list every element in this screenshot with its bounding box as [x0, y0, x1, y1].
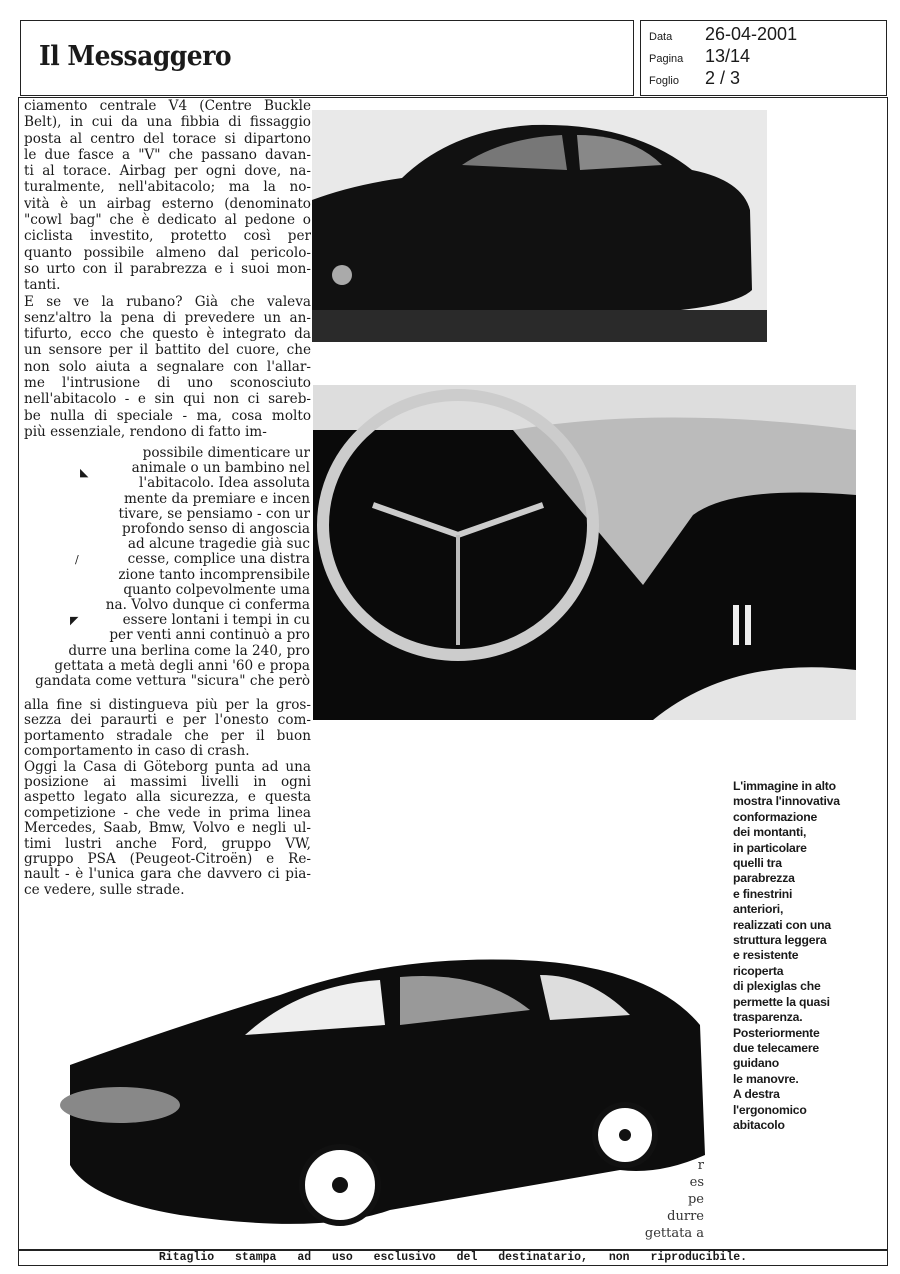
- caption-line: mostra l'innovativa: [733, 794, 840, 809]
- text-line: mente da premiare e incen: [124, 491, 310, 507]
- text-line: tanti.: [24, 277, 61, 294]
- text-line: profondo senso di angoscia: [122, 522, 310, 538]
- text-line: un sensore per il battito del cuore, che: [24, 342, 311, 359]
- bleed-line: gettata a: [644, 1226, 704, 1241]
- caption-line: le manovre.: [733, 1071, 799, 1086]
- text-line: portamento stradale che per il buon: [24, 728, 311, 744]
- text-line: aspetto legato alla sicurezza, e questa: [24, 790, 311, 806]
- caption-line: quelli tra: [733, 856, 782, 871]
- photo-caption: [733, 779, 840, 1133]
- scan-mark: /: [75, 553, 79, 566]
- caption-line: e resistente: [733, 948, 799, 963]
- text-line: le due fasce a "V" che passano davan-: [24, 146, 311, 163]
- text-line: Mercedes, Saab, Bmw, Volvo e negli ul-: [24, 821, 311, 837]
- bleed-line: durre: [667, 1209, 704, 1224]
- caption-line: realizzati con una: [733, 917, 831, 932]
- car-photo-top: [312, 110, 767, 342]
- text-line: zione tanto incomprensibile: [118, 567, 310, 583]
- text-line: so urto con il parabrezza e i suoi mon-: [24, 260, 311, 277]
- sheet-label: Foglio: [649, 75, 679, 87]
- bleed-line: r: [697, 1158, 704, 1173]
- text-line: non solo aiuta a segnalare con l'allar-: [24, 358, 311, 375]
- text-line: quanto colpevolmente uma: [123, 582, 310, 598]
- text-line: quanto possibile almeno dal pericolo-: [24, 244, 311, 261]
- bleed-line: pe: [687, 1192, 704, 1207]
- text-line: posizione ai massimi livelli in ogni: [24, 775, 311, 791]
- caption-line: ricoperta: [733, 963, 784, 978]
- text-line: gandata come vettura "sicura" che però: [35, 674, 310, 690]
- text-line: posta al centro del torace si dipartono: [24, 130, 311, 147]
- caption-line: due telecamere: [733, 1040, 819, 1055]
- text-line: più essenziale, rendono di fatto im-: [24, 423, 267, 440]
- text-line: ciamento centrale V4 (Centre Buckle: [24, 98, 311, 114]
- text-line: Oggi la Casa di Göteborg punta ad una: [24, 759, 311, 775]
- text-line: alla fine si distingueva più per la gros-: [24, 698, 311, 713]
- caption-line: Posteriormente: [733, 1025, 820, 1040]
- caption-line: conformazione: [733, 809, 818, 824]
- text-line: timi lustri anche Ford, gruppo VW,: [24, 836, 311, 852]
- caption-line: abitacolo: [733, 1117, 785, 1132]
- date-label: Data: [649, 31, 673, 43]
- text-line: animale o un bambino nel: [131, 461, 310, 477]
- text-line: tifurto, ecco che questo è integrato da: [24, 326, 311, 343]
- page-label: Pagina: [649, 53, 684, 65]
- caption-line: L'immagine in alto: [733, 779, 836, 793]
- text-line: vità è un airbag esterno (denominato: [24, 195, 311, 212]
- text-line: ad alcune tragedie già suc: [127, 537, 310, 553]
- text-line: per venti anni continuò a pro: [109, 628, 310, 644]
- caption-line: permette la quasi: [733, 994, 830, 1009]
- text-line: essere lontani i tempi in cu: [122, 613, 310, 629]
- text-line: l'abitacolo. Idea assoluta: [139, 476, 310, 492]
- caption-line: trasparenza.: [733, 1010, 803, 1025]
- newspaper-logo: Il Messaggero: [39, 39, 232, 72]
- article-text-block-3: [24, 698, 311, 898]
- text-line: Belt), in cui da una fibbia di fissaggio: [24, 114, 311, 131]
- scan-mark: ◤: [70, 614, 79, 627]
- scan-mark: ◣: [80, 466, 89, 479]
- caption-line: e finestrini: [733, 886, 793, 901]
- caption-line: struttura leggera: [733, 933, 827, 948]
- masthead: [20, 20, 634, 96]
- text-line: gettata a metà degli anni '60 e propa: [54, 658, 310, 674]
- text-line: me l'intrusione di uno sconosciuto: [24, 375, 311, 392]
- caption-line: l'ergonomico: [733, 1102, 807, 1117]
- article-text-block-1: [24, 98, 311, 440]
- article-text-block-2: [22, 446, 310, 689]
- caption-line: in particolare: [733, 840, 807, 855]
- text-line: tivare, se pensiamo - con ur: [118, 506, 310, 522]
- caption-line: di plexiglas che: [733, 979, 821, 994]
- text-line: nell'abitacolo - e sin qui non ci sareb-: [24, 391, 311, 408]
- caption-line: A destra: [733, 1087, 780, 1102]
- page-value: 13/14: [705, 46, 751, 66]
- text-line: turalmente, nell'abitacolo; ma la no-: [24, 179, 311, 196]
- text-line: durre una berlina come la 240, pro: [68, 643, 310, 659]
- bleed-text: [645, 1157, 704, 1242]
- text-line: E se ve la rubano? Già che valeva: [24, 293, 311, 310]
- text-line: comportamento in caso di crash.: [24, 744, 250, 760]
- text-line: na. Volvo dunque ci conferma: [105, 598, 310, 614]
- text-line: gruppo PSA (Peugeot-Citroën) e Re-: [24, 852, 311, 868]
- text-line: competizione - che vede in prima linea: [24, 805, 311, 821]
- text-line: ce vedere, sulle strade.: [24, 882, 185, 898]
- text-line: ciclista investito, protetto così per: [24, 228, 311, 245]
- clipping-meta: [640, 20, 887, 96]
- caption-line: dei montanti,: [733, 825, 807, 840]
- text-line: ti al torace. Airbag per ogni dove, na-: [24, 163, 311, 180]
- text-line: senz'altro la pena di prevedere un an-: [24, 309, 311, 326]
- caption-line: parabrezza: [733, 871, 795, 886]
- date-value: 26-04-2001: [705, 24, 798, 44]
- text-line: be nulla di speciale - ma, cosa molto: [24, 407, 311, 424]
- sheet-value: 2 / 3: [705, 68, 741, 88]
- car-photo-bottom: [60, 955, 708, 1235]
- dashboard-photo: [313, 385, 856, 720]
- text-line: sezza dei paraurti e per l'onesto com-: [24, 713, 311, 729]
- text-line: "cowl bag" che è dedicato al pedone o: [24, 212, 311, 229]
- footer-notice: Ritaglio stampa ad uso esclusivo del destinatario, non riproducibile.: [18, 1250, 888, 1266]
- caption-line: anteriori,: [733, 902, 784, 917]
- text-line: nault - è l'unica gara che davvero ci pia-: [24, 867, 311, 883]
- text-line: possibile dimenticare ur: [142, 446, 310, 461]
- caption-line: guidano: [733, 1056, 779, 1071]
- bleed-line: es: [689, 1175, 704, 1190]
- text-line: cesse, complice una distra: [127, 552, 310, 568]
